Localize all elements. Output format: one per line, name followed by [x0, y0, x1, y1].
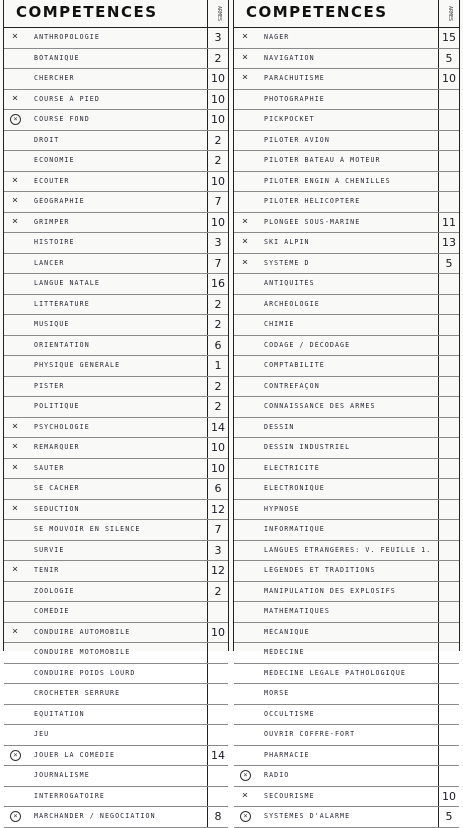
skill-value: 10: [438, 69, 459, 89]
skill-name: PILOTER ENGIN À CHENILLES: [264, 176, 391, 185]
skill-row: [4, 397, 228, 418]
skill-value: 2: [207, 397, 228, 417]
skill-value: 11: [438, 213, 459, 233]
skill-row: [234, 602, 459, 623]
skill-row: [234, 192, 459, 213]
skill-value: 16: [207, 274, 228, 294]
skill-value: [438, 397, 459, 417]
skill-row: [234, 254, 459, 275]
skill-value: 3: [207, 28, 228, 48]
skill-name: MÉDECINE: [264, 648, 305, 656]
skill-name: CHERCHER: [34, 74, 75, 82]
skill-value: 10: [207, 110, 228, 130]
skill-row: [4, 459, 228, 480]
skill-name: LANCER: [34, 258, 65, 267]
check-mark: ×: [11, 625, 19, 637]
right-skills-column: [233, 0, 460, 823]
skill-name: ZOOLOGIE: [34, 586, 75, 595]
skill-name: POLITIQUE: [34, 402, 80, 410]
skill-row: [4, 192, 228, 213]
skill-name: EQUITATION: [34, 709, 85, 718]
skill-value: 5: [438, 49, 459, 69]
skill-row: [234, 356, 459, 377]
skill-name: MÉDECINE LÉGALE PATHOLOGIQUE: [264, 668, 406, 677]
skill-value: [438, 336, 459, 356]
skill-value: 10: [207, 438, 228, 458]
circled-check-mark: ×: [240, 811, 251, 822]
skill-value: 10: [207, 459, 228, 479]
skill-name: LÉGENDES ET TRADITIONS: [264, 566, 376, 574]
skill-value: 7: [207, 520, 228, 540]
skill-row: [4, 377, 228, 398]
skill-row: [4, 295, 228, 316]
skill-name: SÉDUCTION: [34, 504, 80, 513]
skill-name: PICKPOCKET: [264, 115, 315, 123]
check-mark: ×: [241, 31, 249, 42]
skill-row: [234, 787, 459, 808]
skill-name: PSYCHOLOGIE: [34, 422, 90, 431]
skill-name: LANGUES ÉTRANGÈRES: V. FEUILLE 1.: [264, 545, 432, 554]
skill-name: NAGER: [264, 33, 290, 41]
skill-value: [438, 479, 459, 499]
skill-value: [207, 664, 228, 684]
skill-row: [4, 664, 228, 685]
skill-row: [4, 705, 228, 726]
skill-name: PISTER: [34, 381, 65, 390]
skill-value: [207, 766, 228, 786]
skill-value: 3: [207, 541, 228, 561]
skill-value: [438, 438, 459, 458]
skill-name: OCCULTISME: [264, 709, 315, 718]
skill-row: [234, 807, 459, 828]
skill-name: SAUTER: [34, 463, 65, 472]
skill-name: INTERROGATOIRE: [34, 791, 105, 800]
skill-name: TENIR: [34, 566, 60, 574]
skill-name: RADIO: [264, 771, 290, 779]
check-mark: ×: [11, 564, 19, 575]
skill-row: [234, 459, 459, 480]
skill-value: [207, 787, 228, 807]
skill-name: BOTANIQUE: [34, 53, 80, 62]
skill-row: [4, 787, 228, 808]
skill-row: [4, 131, 228, 152]
skill-row: [234, 49, 459, 70]
skill-name: SE MOUVOIR EN SILENCE: [34, 525, 141, 533]
skill-row: [4, 561, 228, 582]
skill-row: [234, 479, 459, 500]
skill-row: [234, 561, 459, 582]
skill-row: [234, 705, 459, 726]
skill-value: 5: [438, 254, 459, 274]
skill-name: CONDUIRE MOTOMOBILE: [34, 648, 131, 656]
skill-value: 14: [207, 746, 228, 766]
skill-name: DROIT: [34, 135, 60, 144]
skill-row: [4, 643, 228, 664]
skill-row: [4, 438, 228, 459]
right-column-title: COMPETENCES: [246, 3, 388, 21]
skill-name: COURSE À PIED: [34, 94, 100, 103]
skill-value: [438, 192, 459, 212]
skill-value: 7: [207, 254, 228, 274]
skill-row: [4, 336, 228, 357]
skill-row: [4, 746, 228, 767]
check-mark: ×: [11, 461, 19, 473]
skill-value: 2: [207, 49, 228, 69]
skill-value: [438, 459, 459, 479]
skill-name: LANGUE NATALE: [34, 279, 100, 287]
check-mark: ×: [11, 502, 19, 514]
skill-row: [234, 336, 459, 357]
check-mark: ×: [241, 215, 249, 227]
skill-row: [4, 151, 228, 172]
skill-value: 5: [438, 807, 459, 827]
skill-name: HYPNOSE: [264, 504, 300, 513]
skill-row: [4, 28, 228, 49]
circled-check-mark: ×: [10, 114, 21, 125]
skill-name: COMPTABILITÉ: [264, 361, 325, 369]
skill-value: [438, 131, 459, 151]
skill-value: [438, 725, 459, 745]
check-mark: ×: [11, 441, 19, 452]
skill-value: 1: [207, 356, 228, 376]
left-skills-column: [3, 0, 229, 823]
right-value-column-header: ARMES: [438, 0, 459, 27]
skill-row: [4, 520, 228, 541]
skill-value: [438, 172, 459, 192]
skill-name: COURSE FOND: [34, 115, 90, 123]
skill-row: [234, 295, 459, 316]
skill-row: [234, 233, 459, 254]
skill-value: [438, 356, 459, 376]
skill-name: PARACHUTISME: [264, 74, 325, 82]
skill-name: REMARQUER: [34, 443, 80, 451]
skill-name: SKI ALPIN: [264, 238, 310, 246]
skill-value: [438, 418, 459, 438]
skill-name: CHIMIE: [264, 320, 295, 328]
skill-value: 12: [207, 500, 228, 520]
skill-value: [438, 274, 459, 294]
skill-name: ECONOMIE: [34, 156, 75, 164]
skill-row: [4, 172, 228, 193]
skill-value: 2: [207, 582, 228, 602]
skill-name: PHARMACIE: [264, 750, 310, 759]
skill-row: [4, 766, 228, 787]
skill-value: 13: [438, 233, 459, 253]
skill-name: CODAGE / DÉCODAGE: [264, 340, 351, 349]
skill-row: [4, 623, 228, 644]
circled-check-mark: ×: [10, 750, 21, 761]
skill-row: [4, 69, 228, 90]
skill-row: [234, 69, 459, 90]
skill-name: ELECTRONIQUE: [264, 484, 325, 492]
check-mark: ×: [241, 256, 249, 268]
skill-row: [4, 356, 228, 377]
skill-name: CROCHETER SERRURE: [34, 689, 121, 697]
skill-name: PHOTOGRAPHIE: [264, 94, 325, 103]
skill-value: [438, 377, 459, 397]
skill-row: [4, 684, 228, 705]
skill-name: SYSTÈME D: [264, 258, 310, 267]
skill-value: [438, 315, 459, 335]
skill-value: 3: [207, 233, 228, 253]
skill-name: CONNAISSANCE DES ARMES: [264, 402, 376, 410]
skill-value: [438, 684, 459, 704]
skill-value: [438, 705, 459, 725]
check-mark: ×: [11, 92, 19, 104]
skill-value: [207, 602, 228, 622]
skill-value: 7: [207, 192, 228, 212]
skill-row: [4, 90, 228, 111]
skill-name: GÉOGRAPHIE: [34, 197, 85, 205]
skill-row: [4, 213, 228, 234]
skill-row: [4, 807, 228, 828]
skill-name: ARCHÉOLOGIE: [264, 299, 320, 308]
skill-name: PILOTER HÉLICOPTÈRE: [264, 197, 361, 205]
skill-value: 10: [438, 787, 459, 807]
left-column-title: COMPETENCES: [16, 3, 158, 21]
skill-value: [207, 725, 228, 745]
skill-value: [438, 623, 459, 643]
skill-name: HISTOIRE: [34, 238, 75, 246]
skill-name: DESSIN INDUSTRIEL: [264, 443, 351, 451]
right-column-header: [234, 0, 459, 28]
skill-name: SURVIE: [34, 545, 65, 554]
check-mark: ×: [11, 31, 19, 42]
skill-row: [234, 766, 459, 787]
skill-row: [234, 500, 459, 521]
skill-row: [4, 602, 228, 623]
skill-row: [234, 131, 459, 152]
skill-value: 2: [207, 377, 228, 397]
skill-name: INFORMATIQUE: [264, 525, 325, 533]
skill-row: [234, 90, 459, 111]
skill-name: MÉCANIQUE: [264, 627, 310, 636]
skill-name: DESSIN: [264, 422, 295, 431]
check-mark: ×: [11, 420, 19, 432]
skill-value: [438, 643, 459, 663]
skill-value: [207, 643, 228, 663]
skill-name: SYSTÈMES D'ALARME: [264, 812, 351, 820]
skill-name: ECOUTER: [34, 176, 70, 185]
skill-value: [438, 520, 459, 540]
skill-value: [438, 541, 459, 561]
skill-row: [4, 315, 228, 336]
skill-value: [438, 90, 459, 110]
skill-row: [234, 623, 459, 644]
skill-row: [234, 664, 459, 685]
skill-value: [438, 746, 459, 766]
skill-value: [438, 664, 459, 684]
skill-value: [438, 110, 459, 130]
skill-row: [234, 541, 459, 562]
skill-name: CONTREFAÇON: [264, 381, 320, 390]
skill-value: 10: [207, 213, 228, 233]
skill-value: [438, 766, 459, 786]
skill-row: [234, 643, 459, 664]
skill-row: [4, 500, 228, 521]
skill-name: ANTHROPOLOGIE: [34, 33, 100, 41]
skill-row: [234, 438, 459, 459]
check-mark: ×: [11, 215, 19, 227]
skill-value: 6: [207, 336, 228, 356]
skill-row: [234, 520, 459, 541]
skill-row: [234, 397, 459, 418]
skill-value: [438, 500, 459, 520]
skill-row: [4, 110, 228, 131]
skill-row: [4, 541, 228, 562]
skill-row: [234, 377, 459, 398]
skill-value: 2: [207, 151, 228, 171]
check-mark: ×: [241, 236, 249, 247]
skill-name: MATHÉMATIQUES: [264, 607, 330, 615]
right-skill-rows: [234, 28, 459, 828]
skill-name: JEU: [34, 730, 50, 738]
skill-row: [234, 213, 459, 234]
skill-row: [4, 254, 228, 275]
skill-name: PHYSIQUE GÉNÉRALE: [34, 361, 121, 369]
left-skill-rows: [4, 28, 228, 828]
skill-value: 2: [207, 315, 228, 335]
skill-value: 15: [438, 28, 459, 48]
skill-value: 12: [207, 561, 228, 581]
skill-value: [438, 151, 459, 171]
skill-value: 10: [207, 90, 228, 110]
skill-value: [438, 582, 459, 602]
skill-name: COMÉDIE: [34, 607, 70, 615]
skill-value: [207, 684, 228, 704]
skill-value: [438, 602, 459, 622]
skill-name: SECOURISME: [264, 791, 315, 800]
skill-row: [234, 110, 459, 131]
skill-value: [438, 295, 459, 315]
skill-value: 8: [207, 807, 228, 827]
skill-row: [234, 151, 459, 172]
skill-row: [234, 172, 459, 193]
skill-row: [234, 28, 459, 49]
skill-row: [4, 479, 228, 500]
skill-row: [234, 684, 459, 705]
skill-name: GRIMPER: [34, 217, 70, 226]
skill-name: MARCHANDER / NÉGOCIATION: [34, 812, 156, 820]
check-mark: ×: [11, 195, 19, 206]
skill-name: MANIPULATION DES EXPLOSIFS: [264, 586, 396, 595]
skill-name: MUSIQUE: [34, 320, 70, 328]
skill-name: SE CACHER: [34, 484, 80, 492]
skill-value: [438, 561, 459, 581]
check-mark: ×: [11, 174, 19, 186]
skill-name: ANTIQUITÉS: [264, 279, 315, 287]
skill-name: PILOTER BATEAU À MOTEUR: [264, 156, 381, 164]
skill-row: [234, 274, 459, 295]
skill-name: CONDUIRE POIDS LOURD: [34, 668, 136, 677]
skill-row: [234, 746, 459, 767]
skill-name: PILOTER AVION: [264, 135, 330, 144]
skill-name: ORIENTATION: [34, 340, 90, 349]
skill-name: JOURNALISME: [34, 771, 90, 779]
skill-row: [4, 418, 228, 439]
skill-value: 14: [207, 418, 228, 438]
skill-name: LITTÉRATURE: [34, 299, 90, 308]
skill-value: 10: [207, 69, 228, 89]
skill-name: ELECTRICITÉ: [264, 463, 320, 472]
skill-value: 2: [207, 295, 228, 315]
skill-row: [234, 315, 459, 336]
skill-row: [4, 274, 228, 295]
skill-row: [4, 49, 228, 70]
skill-value: 10: [207, 172, 228, 192]
skill-value: 10: [207, 623, 228, 643]
left-value-column-header: ARMES: [207, 0, 228, 27]
skill-name: OUVRIR COFFRE-FORT: [264, 730, 356, 738]
skill-value: 6: [207, 479, 228, 499]
skill-row: [234, 582, 459, 603]
skill-name: JOUER LA COMÉDIE: [34, 750, 116, 759]
skill-name: NAVIGATION: [264, 53, 315, 62]
check-mark: ×: [241, 51, 249, 63]
skill-row: [4, 233, 228, 254]
check-mark: ×: [241, 789, 249, 801]
skill-row: [234, 725, 459, 746]
skill-value: [207, 705, 228, 725]
skill-row: [4, 582, 228, 603]
skill-name: MORSE: [264, 689, 290, 697]
skill-name: PLONGÉE SOUS-MARINE: [264, 217, 361, 226]
skill-row: [234, 418, 459, 439]
circled-check-mark: ×: [10, 811, 21, 822]
skill-name: CONDUIRE AUTOMOBILE: [34, 627, 131, 636]
circled-check-mark: ×: [240, 770, 251, 781]
skill-row: [4, 725, 228, 746]
skill-value: 2: [207, 131, 228, 151]
left-column-header: [4, 0, 228, 28]
check-mark: ×: [241, 72, 249, 83]
